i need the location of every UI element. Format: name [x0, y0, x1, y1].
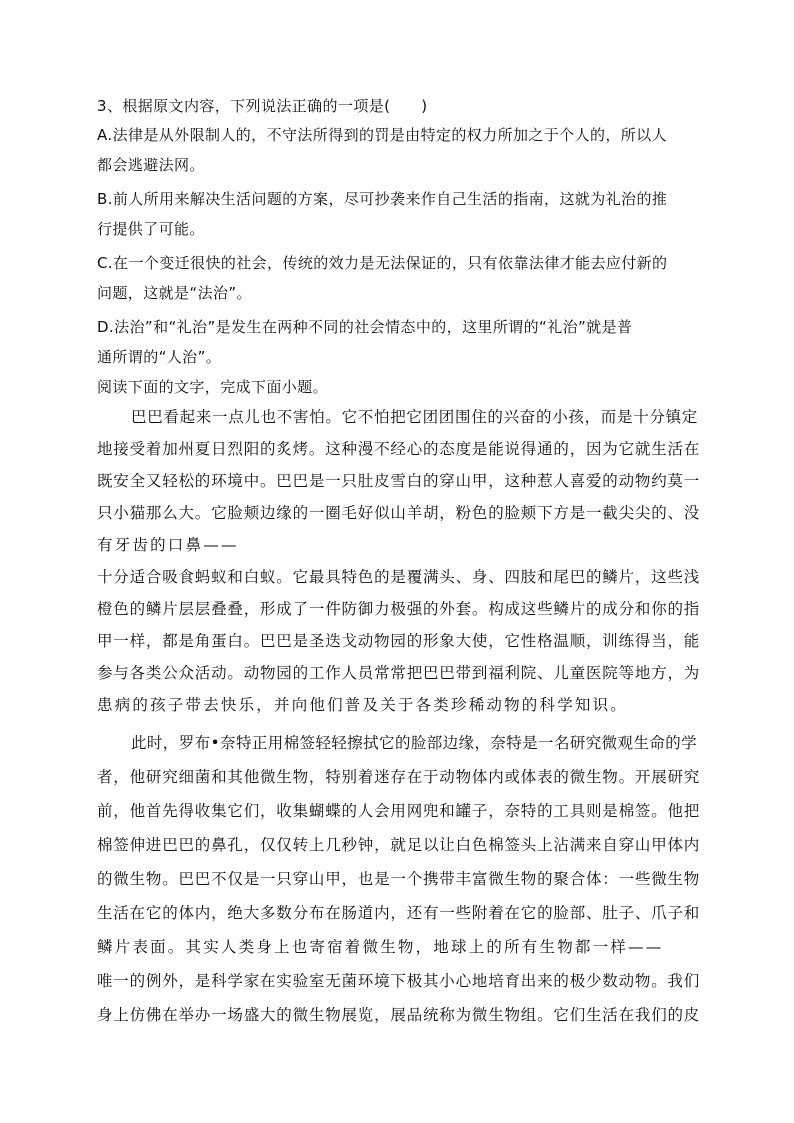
passage-line: 唯一的例外，是科学家在实验室无菌环境下极其小心地培育出来的极少数动物。我们: [97, 972, 701, 990]
option-d-line-2: 通所谓的“人治”。: [97, 348, 222, 366]
passage-line: 患病的孩子带去快乐，并向他们普及关于各类珍稀动物的科学知识。: [97, 696, 629, 714]
passage-line: 只小猫那么大。它脸颊边缘的一圈毛好似山羊胡，粉色的脸颊下方是一截尖尖的、没: [97, 504, 701, 522]
reading-instruction: 阅读下面的文字，完成下面小题。: [97, 378, 329, 396]
passage-line: 参与各类公众活动。动物园的工作人员常常把巴巴带到福利院、儿童医院等地方，为: [97, 664, 701, 682]
option-a-line-2: 都会逃避法网。: [97, 156, 205, 174]
option-d-line-1: D.法治”和“礼治”是发生在两种不同的社会情态中的，这里所谓的“礼治”就是普: [97, 318, 633, 336]
passage-line: 巴巴看起来一点儿也不害怕。它不怕把它团团围住的兴奋的小孩，而是十分镇定: [131, 408, 699, 426]
passage-line: 前，他首先得收集它们，收集蝴蝶的人会用网兜和罐子，奈特的工具则是棉签。他把: [97, 802, 701, 820]
option-b-line-1: B.前人所用来解决生活问题的方案，尽可抄袭来作自己生活的指南，这就为礼治的推: [97, 190, 668, 208]
passage-line: 生活在它的体内，绝大多数分布在肠道内，还有一些附着在它的脸部、肚子、爪子和: [97, 904, 701, 922]
question-stem: 3、根据原文内容，下列说法正确的一项是( ): [97, 97, 428, 115]
passage-line: 甲一样，都是角蛋白。巴巴是圣迭戈动物园的形象大使，它性格温顺，训练得当，能: [97, 632, 701, 650]
option-a-line-1: A.法律是从外限制人的，不守法所得到的罚是由特定的权力所加之于个人的，所以人: [97, 126, 667, 144]
option-b-line-2: 行提供了可能。: [97, 220, 205, 238]
passage-line: 地接受着加州夏日烈阳的炙烤。这种漫不经心的态度是能说得通的，因为它就生活在: [97, 440, 701, 458]
passage-line: 的微生物。巴巴不仅是一只穿山甲，也是一个携带丰富微生物的聚合体：一些微生物: [97, 870, 701, 888]
option-c-line-2: 问题，这就是“法治”。: [97, 284, 252, 302]
passage-line: 十分适合吸食蚂蚁和白蚁。它最具特色的是覆满头、身、四肢和尾巴的鳞片，这些浅: [97, 568, 701, 586]
passage-line: 橙色的鳞片层层叠叠，形成了一件防御力极强的外套。构成这些鳞片的成分和你的指: [97, 600, 701, 618]
passage-line: 既安全又轻松的环境中。巴巴是一只肚皮雪白的穿山甲，这种惹人喜爱的动物约莫一: [97, 472, 701, 490]
passage-line: 鳞片表面。其实人类身上也寄宿着微生物，地球上的所有生物都一样——: [97, 938, 664, 956]
passage-line: 有牙齿的口鼻——: [97, 536, 239, 554]
passage-line: 者，他研究细菌和其他微生物，特别着迷存在于动物体内或体表的微生物。开展研究: [97, 768, 701, 786]
passage-line: 棉签伸进巴巴的鼻孔，仅仅转上几秒钟，就足以让白色棉签头上沾满来自穿山甲体内: [97, 836, 701, 854]
passage-line: 身上仿佛在举办一场盛大的微生物展览，展品统称为微生物组。它们生活在我们的皮: [97, 1006, 701, 1024]
option-c-line-1: C.在一个变迁很快的社会，传统的效力是无法保证的，只有依靠法律才能去应付新的: [97, 254, 668, 272]
passage-line: 此时，罗布•奈特正用棉签轻轻擦拭它的脸部边缘，奈特是一名研究微观生命的学: [131, 734, 698, 752]
